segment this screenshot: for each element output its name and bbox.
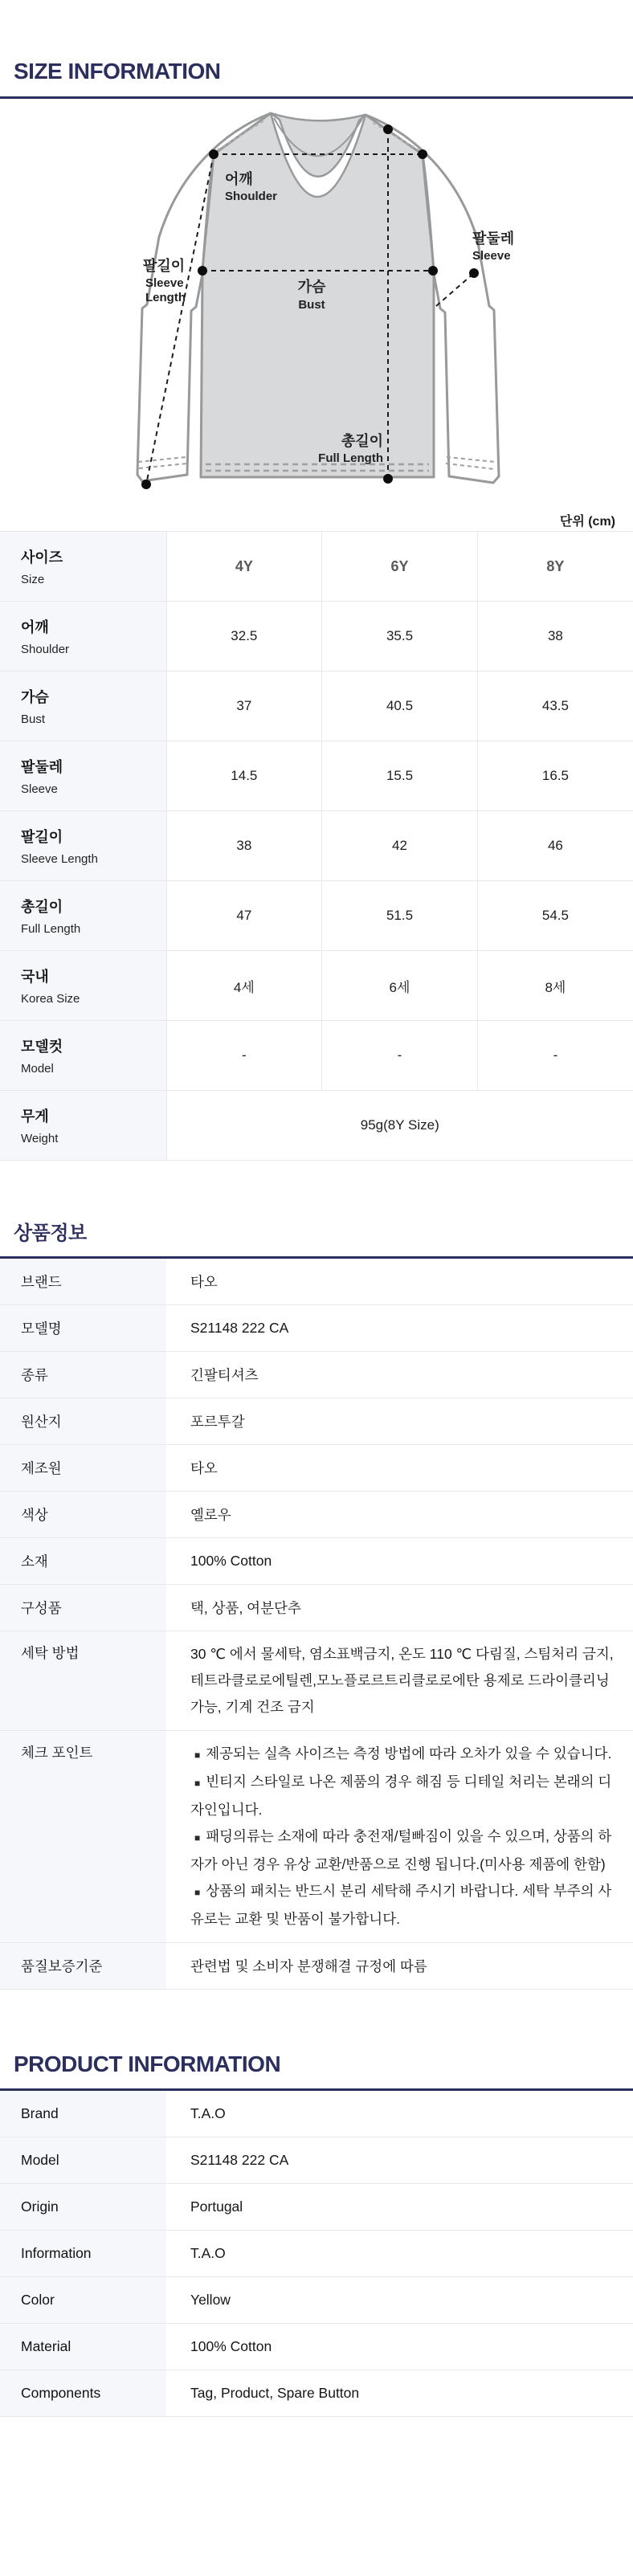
sleeve-length-label-en-2: Length xyxy=(145,291,186,304)
size-row-label-en: Weight xyxy=(21,1132,59,1145)
size-table-row xyxy=(0,1021,633,1091)
size-row-label xyxy=(0,881,166,951)
size-row-label-ko: 모델컷 xyxy=(21,1039,63,1055)
info-row-label: 원산지 xyxy=(0,1398,166,1444)
info-row-label: 세탁 방법 xyxy=(0,1631,166,1730)
size-row-label xyxy=(0,532,166,602)
info-row-value: Portugal xyxy=(190,2198,243,2215)
check-point-item: ■ 빈티지 스타일로 나온 제품의 경우 해짐 등 디테일 처리는 본래의 디자인입니다. xyxy=(190,1774,612,1818)
size-cell: 15.5 xyxy=(322,741,478,811)
info-row-label: 종류 xyxy=(0,1352,166,1398)
size-row-label-en: Full Length xyxy=(21,922,81,936)
size-table-row xyxy=(0,811,633,881)
full-length-label-en: Full Length xyxy=(318,451,383,465)
size-cell: - xyxy=(166,1021,322,1091)
size-cell: 6세 xyxy=(322,951,478,1021)
info-row-value: 100% Cotton xyxy=(190,1553,272,1569)
size-cell: 40.5 xyxy=(322,672,478,741)
size-row-label xyxy=(0,602,166,672)
product-info-ko-title: 상품정보 xyxy=(14,1223,87,1244)
size-row-label xyxy=(0,741,166,811)
size-cell: 37 xyxy=(166,672,322,741)
size-row-label-ko: 총길이 xyxy=(21,899,63,915)
sleeve-label-ko: 팔둘레 xyxy=(472,231,515,247)
size-cell: 8세 xyxy=(477,951,633,1021)
size-row-label-ko: 가슴 xyxy=(21,689,49,705)
product-detail-page xyxy=(0,59,633,2576)
size-cell: 38 xyxy=(477,602,633,672)
product-information-title: PRODUCT INFORMATION xyxy=(14,2051,281,2076)
info-row xyxy=(0,2091,633,2137)
size-cell: 42 xyxy=(322,811,478,881)
bullet-square-icon: ■ xyxy=(194,1887,201,1898)
info-row-label: Model xyxy=(0,2137,166,2183)
product-information-table xyxy=(0,2091,633,2417)
size-cell: 4세 xyxy=(166,951,322,1021)
size-cell: 51.5 xyxy=(322,881,478,951)
size-cell: 43.5 xyxy=(477,672,633,741)
info-row xyxy=(0,2324,633,2370)
info-row-label: Information xyxy=(0,2231,166,2276)
info-row xyxy=(0,2184,633,2231)
info-row-value: 긴팔티셔츠 xyxy=(190,1367,259,1383)
tshirt-measurement-diagram xyxy=(0,99,633,515)
info-row-value: 관련법 및 소비자 분쟁해결 규정에 따름 xyxy=(190,1958,427,1974)
size-row-label-ko: 국내 xyxy=(21,969,49,985)
shoulder-label-ko: 어깨 xyxy=(225,171,253,187)
size-table-row xyxy=(0,881,633,951)
bullet-square-icon: ■ xyxy=(194,1749,201,1761)
info-row xyxy=(0,1585,633,1631)
info-row-value: Tag, Product, Spare Button xyxy=(190,2385,360,2401)
info-row-label: Components xyxy=(0,2370,166,2416)
size-cell: 8Y xyxy=(477,532,633,602)
info-row-value: T.A.O xyxy=(190,2245,226,2261)
info-row xyxy=(0,1943,633,1990)
info-row-value: S21148 222 CA xyxy=(190,1320,289,1336)
bust-label-en: Bust xyxy=(298,298,325,312)
check-point-item: ■ 제공되는 실측 사이즈는 측정 방법에 따라 오차가 있을 수 있습니다. xyxy=(194,1745,612,1762)
size-row-label-en: Model xyxy=(21,1062,54,1076)
size-row-label-en: Sleeve Length xyxy=(21,852,98,866)
size-row-label-en: Sleeve xyxy=(21,782,58,796)
info-row xyxy=(0,1492,633,1538)
info-row-value: 100% Cotton xyxy=(190,2338,272,2354)
size-row-label-en: Korea Size xyxy=(21,992,80,1006)
check-point-item: ■ 패딩의류는 소재에 따라 충전재/털빠짐이 있을 수 있으며, 상품의 하자가 아닌 경우 유상 교환/반품으로 진행 됩니다.(미사용 제품에 한함) xyxy=(190,1828,612,1872)
info-row-label: Brand xyxy=(0,2091,166,2137)
size-row-label xyxy=(0,951,166,1021)
size-table xyxy=(0,531,633,1161)
unit-label: 단위 (cm) xyxy=(559,515,615,529)
size-cell-span: 95g(8Y Size) xyxy=(166,1091,633,1161)
info-row-label: 모델명 xyxy=(0,1305,166,1351)
info-row-value: Yellow xyxy=(190,2292,231,2308)
info-row-value: 옐로우 xyxy=(190,1507,231,1523)
info-row-label: Color xyxy=(0,2277,166,2323)
size-cell: 6Y xyxy=(322,532,478,602)
info-row xyxy=(0,1398,633,1445)
product-info-ko-table xyxy=(0,1259,633,1990)
info-row-value: 택, 상품, 여분단추 xyxy=(190,1600,301,1616)
info-row xyxy=(0,2277,633,2324)
size-cell: 16.5 xyxy=(477,741,633,811)
info-row-label: 구성품 xyxy=(0,1585,166,1631)
size-row-label xyxy=(0,1021,166,1091)
info-row xyxy=(0,1538,633,1585)
size-table-row xyxy=(0,532,633,602)
size-cell: - xyxy=(477,1021,633,1091)
info-row-label: 소재 xyxy=(0,1538,166,1584)
info-row xyxy=(0,2370,633,2417)
size-cell: 35.5 xyxy=(322,602,478,672)
size-cell: 32.5 xyxy=(166,602,322,672)
info-row xyxy=(0,1631,633,1731)
size-cell: 14.5 xyxy=(166,741,322,811)
size-row-label-en: Shoulder xyxy=(21,643,70,656)
size-row-label-ko: 무게 xyxy=(21,1108,49,1125)
bullet-square-icon: ■ xyxy=(194,1778,201,1789)
info-row-value: 타오 xyxy=(190,1460,218,1476)
size-table-row xyxy=(0,1091,633,1161)
info-row xyxy=(0,1352,633,1398)
info-row-label: 제조원 xyxy=(0,1445,166,1491)
info-row xyxy=(0,1445,633,1492)
bullet-square-icon: ■ xyxy=(194,1832,201,1843)
info-row-value: 포르투갈 xyxy=(190,1414,245,1430)
size-cell: 54.5 xyxy=(477,881,633,951)
info-row-value xyxy=(166,1731,633,1942)
size-row-label xyxy=(0,672,166,741)
size-row-label-ko: 어깨 xyxy=(21,619,49,635)
size-row-label xyxy=(0,1091,166,1161)
sleeve-length-label-en-1: Sleeve xyxy=(145,276,184,290)
size-cell: 47 xyxy=(166,881,322,951)
info-row-value: T.A.O xyxy=(190,2105,226,2121)
size-cell: 4Y xyxy=(166,532,322,602)
info-row-label: 브랜드 xyxy=(0,1259,166,1304)
info-row-label: Material xyxy=(0,2324,166,2370)
info-row-label: 품질보증기준 xyxy=(0,1943,166,1989)
size-row-label-ko: 팔둘레 xyxy=(21,759,63,775)
sleeve-length-label-ko: 팔길이 xyxy=(143,258,186,274)
sleeve-label-en: Sleeve xyxy=(472,249,511,263)
info-row-value: 타오 xyxy=(190,1274,218,1290)
info-row-value: 30 ℃ 에서 물세탁, 염소표백금지, 온도 110 ℃ 다림질, 스팀처리 금지, 테트라클로로에틸렌,모노플로르트리클로로에탄 용제로 드라이클리닝 가능, 기계 건조 금지 xyxy=(190,1646,614,1715)
info-row-value: S21148 222 CA xyxy=(190,2152,289,2168)
size-row-label-en: Bust xyxy=(21,712,46,726)
info-row-label: 색상 xyxy=(0,1492,166,1537)
size-row-label-ko: 사이즈 xyxy=(21,549,63,565)
size-cell: 38 xyxy=(166,811,322,881)
bust-label-ko: 가슴 xyxy=(297,279,326,295)
shoulder-label-en: Shoulder xyxy=(225,190,278,203)
size-row-label-ko: 팔길이 xyxy=(21,829,63,845)
size-row-label xyxy=(0,811,166,881)
full-length-label-ko: 총길이 xyxy=(341,433,383,449)
info-row-label: 체크 포인트 xyxy=(0,1731,166,1942)
info-row xyxy=(0,2231,633,2277)
info-row xyxy=(0,1305,633,1352)
size-table-row xyxy=(0,672,633,741)
size-cell: - xyxy=(322,1021,478,1091)
info-row-label: Origin xyxy=(0,2184,166,2230)
size-table-row xyxy=(0,741,633,811)
size-cell: 46 xyxy=(477,811,633,881)
info-row xyxy=(0,1259,633,1305)
size-table-row xyxy=(0,602,633,672)
size-row-label-en: Size xyxy=(21,573,45,586)
size-table-row xyxy=(0,951,633,1021)
check-point-item: ■ 상품의 패치는 반드시 분리 세탁해 주시기 바랍니다. 세탁 부주의 사유로는 교환 및 반품이 불가합니다. xyxy=(190,1883,612,1927)
info-row xyxy=(0,1731,633,1943)
size-information-title: SIZE INFORMATION xyxy=(14,59,221,84)
info-row xyxy=(0,2137,633,2184)
